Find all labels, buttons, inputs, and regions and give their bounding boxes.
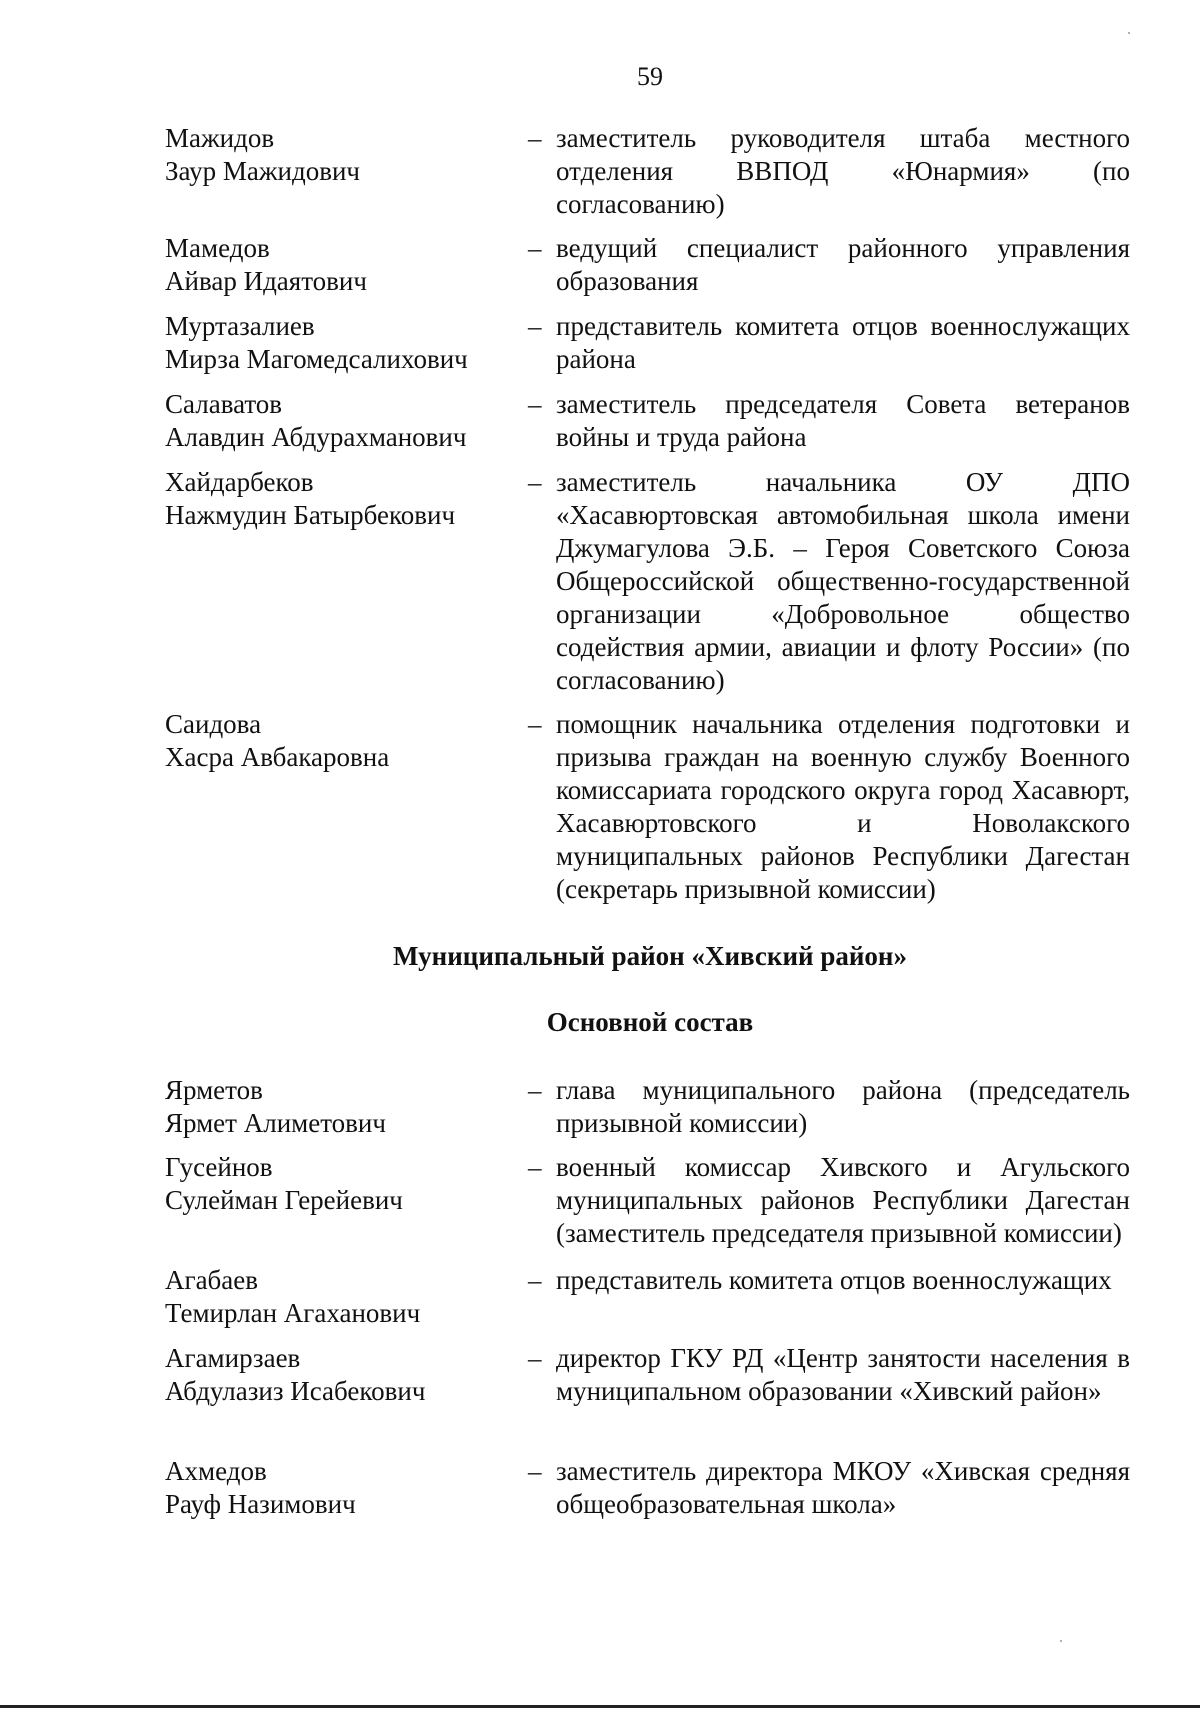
member-given-name: Нажмудин Батырбекович [165,500,456,530]
member-name [165,310,505,376]
dash-separator: – [528,1152,542,1182]
member-role: глава муниципального района (председатель призывной комиссии) [556,1075,1130,1138]
scan-speck [1060,1640,1062,1642]
member-surname: Мажидов [165,123,275,153]
member-surname: Агабаев [165,1265,259,1295]
section-heading: Муниципальный район «Хивский район» [393,941,907,971]
member-role: ведущий специалист районного управления образования [556,233,1130,296]
member-surname: Хайдарбеков [165,467,314,497]
member-surname: Ахмедов [165,1456,267,1486]
member-surname: Саидова [165,709,262,739]
page-number: 59 [637,62,663,91]
member-given-name: Хасра Авбакаровна [165,742,390,772]
member-name [165,1264,505,1330]
dash-separator: – [528,233,542,263]
member-role: представитель комитета отцов военнослужащих [556,1265,1112,1295]
member-surname: Мамедов [165,233,270,263]
dash-separator: – [528,467,542,497]
member-surname: Салаватов [165,389,283,419]
member-name [165,1074,505,1140]
member-given-name: Абдулазиз Исабекович [165,1376,426,1406]
member-name [165,388,505,454]
member-role: заместитель руководителя штаба местного отделения ВВПОД «Юнармия» (по согласованию) [556,123,1130,219]
member-role: директор ГКУ РД «Центр занятости населения в муниципальном образовании «Хивский район» [556,1343,1130,1406]
member-given-name: Заур Мажидович [165,156,360,186]
member-role: заместитель начальника ОУ ДПО «Хасавюртовская автомобильная школа имени Джумагулова Э.Б. – Героя Советского Союза Общероссийской общественно-государственной организации «Добровольное общество содействия армии, авиации и флоту России» (по согласованию) [556,467,1130,695]
dash-separator: – [528,1075,542,1105]
member-name [165,466,505,532]
member-given-name: Ярмет Алиметович [165,1108,386,1138]
member-surname: Муртазалиев [165,311,315,341]
member-surname: Гусейнов [165,1152,273,1182]
bottom-edge-rule [0,1705,1200,1708]
member-role: заместитель директора МКОУ «Хивская средняя общеобразовательная школа» [556,1456,1130,1519]
scan-speck [1128,32,1130,34]
member-role: представитель комитета отцов военнослужащих района [556,311,1130,374]
member-name [165,122,505,188]
member-role: заместитель председателя Совета ветеранов войны и труда района [556,389,1130,452]
member-surname: Ярметов [165,1075,263,1105]
member-given-name: Темирлан Агаханович [165,1298,421,1328]
member-name [165,1455,505,1521]
member-given-name: Сулейман Герейевич [165,1185,403,1215]
member-role: военный комиссар Хивского и Агульского муниципальных районов Республики Дагестан (заместитель председателя призывной комиссии) [556,1152,1130,1248]
member-name [165,232,505,298]
member-given-name: Айвар Идаятович [165,266,367,296]
member-surname: Агамирзаев [165,1343,301,1373]
dash-separator: – [528,1343,542,1373]
member-given-name: Алавдин Абдурахманович [165,422,467,452]
dash-separator: – [528,709,542,739]
dash-separator: – [528,1456,542,1486]
member-name [165,708,505,774]
member-role: помощник начальника отделения подготовки и призыва граждан на военную службу Военного комиссариата городского округа город Хасавюрт, Хасавюртовского и Новолакского муниципальных районов Республики Дагестан (секретарь призывной комиссии) [556,709,1130,904]
dash-separator: – [528,123,542,153]
member-given-name: Рауф Назимович [165,1489,356,1519]
member-given-name: Мирза Магомедсалихович [165,344,468,374]
dash-separator: – [528,311,542,341]
dash-separator: – [528,389,542,419]
member-name [165,1151,505,1217]
member-name [165,1342,505,1408]
subsection-heading: Основной состав [546,1007,754,1037]
dash-separator: – [528,1265,542,1295]
